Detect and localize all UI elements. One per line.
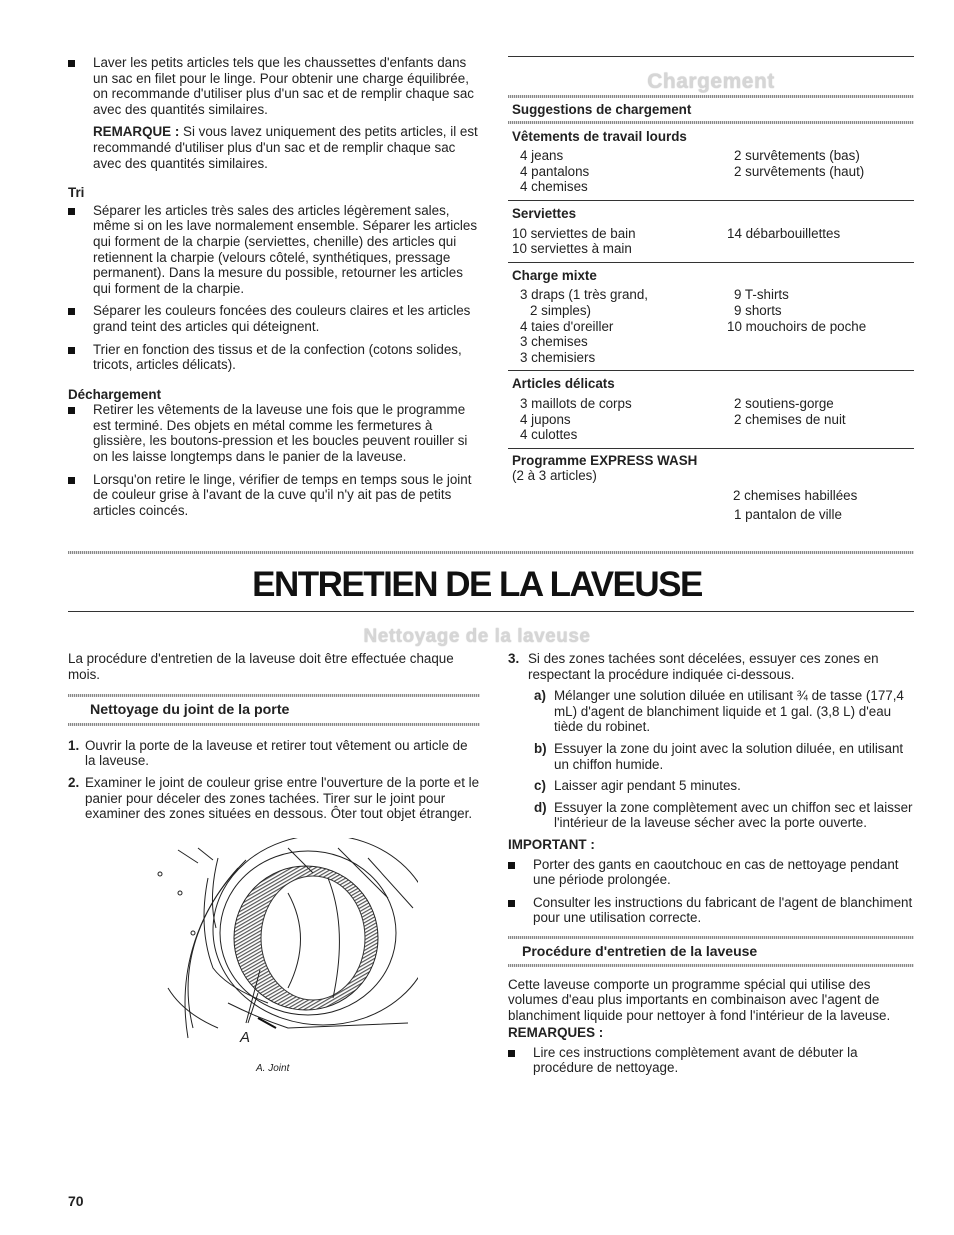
bullet-icon xyxy=(508,900,515,907)
figure-caption: A. Joint xyxy=(256,1063,290,1074)
remarque-note xyxy=(68,124,478,171)
washer-door-illustration xyxy=(138,838,418,1048)
page-number: 70 xyxy=(68,1193,84,1209)
substep-text: Mélanger une solution diluée en utilisant ¾ de tasse (177,4 mL) d'agent de blanchiment liquide et 1 gal. (3,8 L) d'eau tiède du robinet. xyxy=(554,688,904,735)
bullet-text: Trier en fonction des tissus et de la confection (cotons solides, tricots, articles délicats). xyxy=(93,341,462,373)
bullet-icon xyxy=(68,308,75,315)
load-item-right: 2 soutiens-gorge xyxy=(734,395,834,411)
list-item xyxy=(508,895,914,926)
load-item-right: 9 shorts xyxy=(734,302,782,318)
load-item-left: 3 chemisiers xyxy=(520,349,596,365)
step-text: Examiner le joint de couleur grise entre l'ouverture de la porte et le panier pour déceler des zones tachées. Tirer sur le joint pour examiner des zones situées en dessous. Ôter tout objet étranger. xyxy=(85,774,480,822)
load-item-left: 4 jeans xyxy=(520,148,564,164)
remarques-label: REMARQUES : xyxy=(508,1025,604,1041)
substep-letter: d) xyxy=(534,799,547,815)
load-row xyxy=(512,287,914,303)
step-item xyxy=(68,775,480,822)
substep-item xyxy=(508,688,914,735)
remarque-label: REMARQUE : xyxy=(93,124,180,140)
load-item-left: 4 culottes xyxy=(520,427,578,443)
load-groups xyxy=(508,129,914,449)
list-item xyxy=(68,303,478,334)
load-group-heading: Articles délicats xyxy=(512,376,615,392)
divider xyxy=(508,262,914,263)
substep-text: Essuyer la zone complètement avec un chiffon sec et laisser l'intérieur de la laveuse sécher avec la porte ouverte. xyxy=(554,799,913,831)
substep-letter: b) xyxy=(534,740,547,756)
load-row xyxy=(512,334,914,350)
bullet-icon xyxy=(68,60,75,67)
substep-item xyxy=(508,741,914,772)
list-item xyxy=(68,342,478,373)
list-item xyxy=(508,1045,914,1076)
dechargement-heading: Déchargement xyxy=(68,386,162,402)
list-item xyxy=(508,857,914,888)
load-row xyxy=(512,396,914,412)
substep-item xyxy=(508,778,914,794)
load-item-left: 10 serviettes de bain xyxy=(512,225,636,241)
load-item-left: 3 maillots de corps xyxy=(520,395,632,411)
bullet-icon xyxy=(68,407,75,414)
divider xyxy=(508,200,914,201)
bullet-icon xyxy=(68,477,75,484)
load-item-left: 4 chemises xyxy=(520,179,588,195)
bullet-text: Séparer les articles très sales des articles légèrement sales, même si on les lave normalement ensemble. Séparer les articles qui forment de la charpie (serviettes, chenille) des articles qui retiennent la charpie (velours côtelé, synthétiques, pressage permanent). Dans la mesure du possible, retourner les articles qui forment de la charpie. xyxy=(93,202,478,296)
step-number: 1. xyxy=(68,737,80,753)
load-group xyxy=(512,206,914,263)
step-item xyxy=(68,738,480,769)
load-group-heading: Vêtements de travail lourds xyxy=(512,128,687,144)
load-item-left: 2 simples) xyxy=(530,302,592,318)
load-row xyxy=(512,179,914,195)
bullet-icon xyxy=(508,862,515,869)
express-subtitle: (2 à 3 articles) xyxy=(512,468,597,484)
load-item-right: 2 chemises de nuit xyxy=(734,411,846,427)
bullet-text: Laver les petits articles tels que les chaussettes d'enfants dans un sac en filet pour le linge. Pour obtenir une charge équilibrée, on recommande d'utiliser plus d'un sac et de remplir chaque sac avec des quantités similaires. xyxy=(93,55,474,117)
load-row xyxy=(512,226,914,242)
right-bottom-column xyxy=(508,651,914,1083)
list-item xyxy=(68,472,478,519)
substep-letter: a) xyxy=(534,688,546,704)
remarque-text: Si vous lavez uniquement des petits articles, il est recommandé d'utiliser plus d'un sac et de remplir chaque sac avec des quantités similaires. xyxy=(93,124,478,171)
chargement-section xyxy=(508,56,914,523)
express-heading: Programme EXPRESS WASH xyxy=(512,452,698,468)
substep-item xyxy=(508,800,914,831)
bullet-icon xyxy=(68,208,75,215)
load-item-left: 10 serviettes à main xyxy=(512,241,632,257)
divider xyxy=(68,611,914,612)
load-group xyxy=(512,129,914,201)
substep-text: Essuyer la zone du joint avec la solution diluée, en utilisant un chiffon humide. xyxy=(554,740,904,772)
express-items xyxy=(508,488,914,523)
divider xyxy=(508,448,914,449)
load-item-right: 2 survêtements (bas) xyxy=(734,148,860,164)
load-row xyxy=(512,427,914,443)
load-group xyxy=(512,376,914,448)
chargement-title: Chargement xyxy=(647,70,775,93)
left-top-column xyxy=(68,55,478,525)
divider xyxy=(68,723,480,726)
procedure-heading: Procédure d'entretien de la laveuse xyxy=(522,942,758,959)
list-item xyxy=(68,402,478,464)
bullet-text: Porter des gants en caoutchouc en cas de nettoyage pendant une période prolongée. xyxy=(533,856,899,888)
divider xyxy=(508,370,914,371)
step-text: Si des zones tachées sont décelées, essuyer ces zones en respectant la procédure indiquée ci-dessous. xyxy=(528,651,879,682)
bullet-text: Lorsqu'on retire le linge, vérifier de temps en temps sous le joint de couleur grise à l'avant de la cuve qu'il n'y ait pas de petits articles coincés. xyxy=(93,471,472,518)
substep-text: Laisser agir pendant 5 minutes. xyxy=(554,778,741,794)
figure-label: A xyxy=(240,1029,251,1046)
important-label: IMPORTANT : xyxy=(508,836,595,852)
nettoyage-title: Nettoyage de la laveuse xyxy=(363,626,591,647)
bullet-text: Lire ces instructions complètement avant de débuter la procédure de nettoyage. xyxy=(533,1044,858,1076)
joint-heading: Nettoyage du joint de la porte xyxy=(90,702,290,719)
load-item-right: 10 mouchoirs de poche xyxy=(727,318,867,334)
bullet-text: Séparer les couleurs foncées des couleurs claires et les articles grand teint des articles qui déteignent. xyxy=(93,303,471,334)
page-title: ENTRETIEN DE LA LAVEUSE xyxy=(252,565,702,604)
express-item: 2 chemises habillées xyxy=(733,487,858,503)
list-item xyxy=(68,203,478,297)
bullet-text: Retirer les vêtements de la laveuse une fois que le programme est terminé. Des objets en métal comme les fermetures à glissière, les boutons-pression et les boucles peuvent rouiller si on les laisse longtemps dans le panier de la laveuse. xyxy=(93,402,468,465)
intro-text: La procédure d'entretien de la laveuse doit être effectuée chaque mois. xyxy=(68,651,454,682)
divider xyxy=(508,936,914,939)
load-item-left: 3 chemises xyxy=(520,334,588,350)
express-item: 1 pantalon de ville xyxy=(734,507,842,523)
door-seal-figure xyxy=(138,838,418,1048)
tri-heading: Tri xyxy=(68,185,85,201)
load-row xyxy=(512,241,914,257)
procedure-text: Cette laveuse comporte un programme spécial qui utilise des volumes d'eau plus importants en combinaison avec l'agent de blanchiment liquide pour nettoyer à fond l'intérieur de la laveuse. xyxy=(508,976,891,1023)
divider xyxy=(68,694,480,697)
divider xyxy=(508,56,914,57)
load-item-left: 4 taies d'oreiller xyxy=(520,318,614,334)
divider xyxy=(508,95,914,98)
load-group xyxy=(512,268,914,372)
divider xyxy=(508,964,914,967)
divider xyxy=(508,121,914,124)
step-text: Ouvrir la porte de la laveuse et retirer tout vêtement ou article de la laveuse. xyxy=(85,737,468,769)
load-group-heading: Charge mixte xyxy=(512,267,597,283)
load-row xyxy=(512,303,914,319)
chargement-subtitle: Suggestions de chargement xyxy=(512,102,692,117)
load-item-right: 2 survêtements (haut) xyxy=(734,163,865,179)
load-item-left: 4 jupons xyxy=(520,411,571,427)
left-bottom-column xyxy=(68,651,480,828)
load-row xyxy=(512,148,914,164)
step-item xyxy=(508,651,914,682)
list-item xyxy=(68,55,478,117)
load-row xyxy=(512,319,914,335)
load-row xyxy=(512,350,914,366)
load-row xyxy=(512,164,914,180)
bullet-icon xyxy=(68,347,75,354)
bullet-icon xyxy=(508,1050,515,1057)
load-row xyxy=(512,412,914,428)
load-item-right: 14 débarbouillettes xyxy=(727,225,841,241)
divider xyxy=(68,551,914,554)
load-item-left: 4 pantalons xyxy=(520,163,590,179)
load-item-left: 3 draps (1 très grand, xyxy=(520,287,649,303)
load-item-right: 9 T-shirts xyxy=(734,287,789,303)
step-number: 3. xyxy=(508,651,520,666)
step-number: 2. xyxy=(68,774,80,790)
load-group-heading: Serviettes xyxy=(512,205,577,221)
bullet-text: Consulter les instructions du fabricant de l'agent de blanchiment pour une utilisation correcte. xyxy=(533,894,913,926)
substep-letter: c) xyxy=(534,778,546,794)
